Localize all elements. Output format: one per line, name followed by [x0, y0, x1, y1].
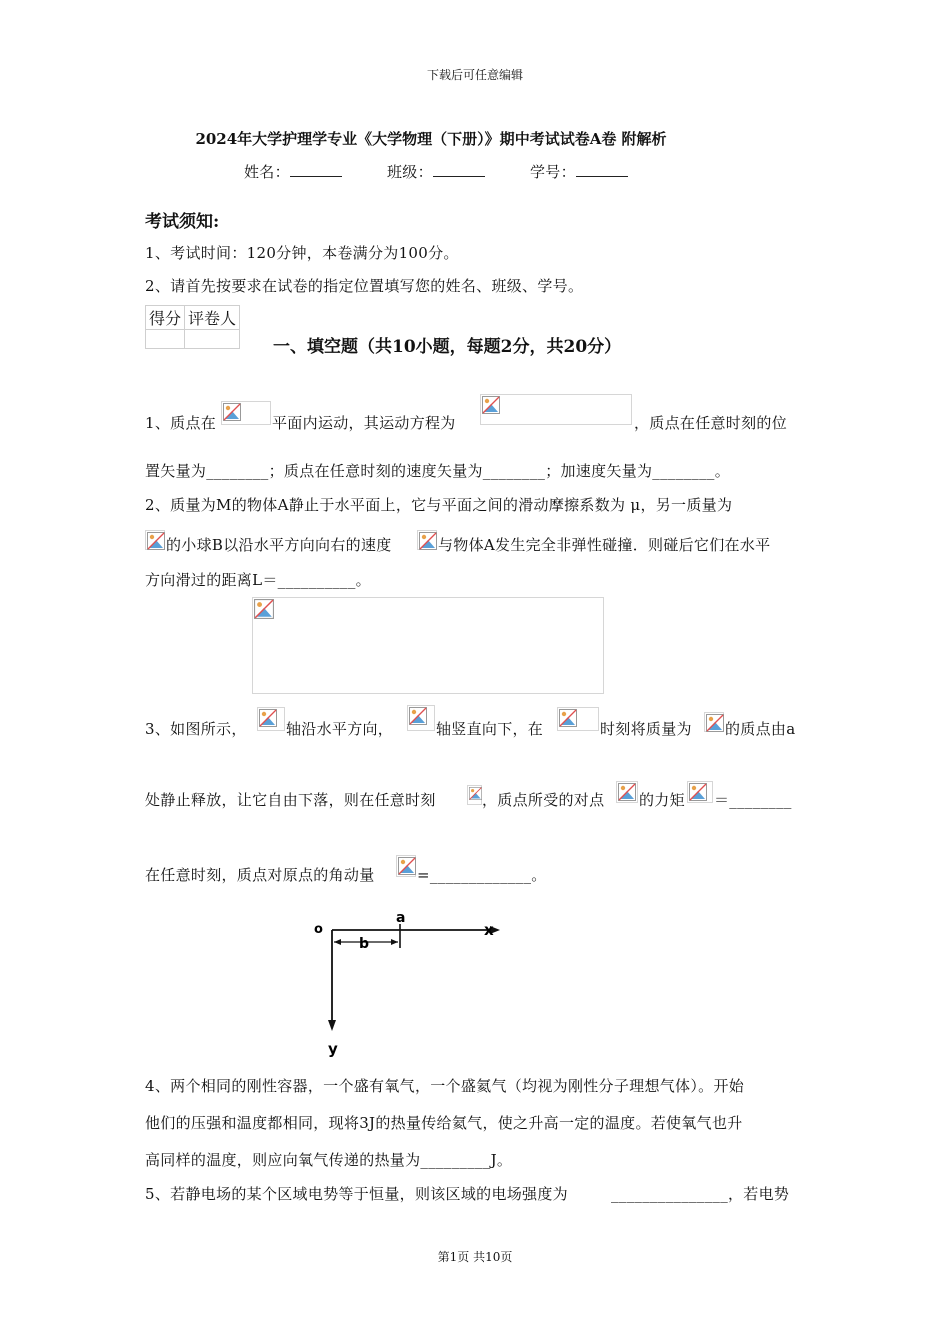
q1-part3: ，质点在任意时刻的位 — [634, 414, 788, 432]
q2-formula-image-1 — [145, 530, 165, 550]
q2-line1: 2、质量为M的物体A静止于水平面上，它与平面之间的滑动摩擦系数为 μ，另一质量为 — [145, 496, 733, 514]
score-table — [145, 305, 240, 349]
broken-image-icon — [559, 709, 577, 727]
class-blank — [433, 162, 485, 177]
q3-part4: 时刻将质量为 — [600, 720, 692, 738]
q4-line2: 他们的压强和温度都相同，现将3J的热量传给氦气，使之升高一定的温度。若使氧气也升 — [145, 1114, 743, 1132]
q1-formula-image-2 — [480, 394, 632, 425]
q5-line1-part1: 5、若静电场的某个区域电势等于恒量，则该区域的电场强度为 — [145, 1185, 568, 1203]
q3-line3-part1: 在任意时刻，质点对原点的角动量 — [145, 866, 375, 884]
q3-line2-part4: ＝________ — [714, 791, 792, 809]
q3-formula-image-t — [557, 707, 599, 731]
q3-line3-part2: =_____________。 — [417, 866, 547, 884]
broken-image-icon — [706, 714, 724, 732]
q3-formula-image-t2 — [467, 785, 482, 805]
q3-formula-image-L — [396, 855, 416, 877]
header-note: 下载后可任意编辑 — [426, 68, 523, 82]
notice-item-2: 2、请首先按要求在试卷的指定位置填写您的姓名、班级、学号。 — [145, 277, 584, 295]
broken-image-icon — [469, 787, 482, 800]
q1-part2: 平面内运动，其运动方程为 — [272, 414, 456, 432]
q3-part3: 轴竖直向下，在 — [436, 720, 544, 738]
q2-line2-part2: 与物体A发生完全非弹性碰撞．则碰后它们在水平 — [438, 536, 771, 554]
class-label: 班级： — [387, 163, 433, 181]
q3-coordinate-figure — [300, 900, 515, 1065]
q1-part1: 1、质点在 — [145, 414, 217, 432]
q3-line2-part1: 处静止释放，让它自由下落，则在任意时刻 — [145, 791, 436, 809]
x-axis-label: x — [484, 921, 494, 939]
distance-b-arrow-left — [334, 939, 341, 945]
q5-line1-part2: _______________，若电势 — [611, 1185, 790, 1203]
distance-b-label: b — [359, 936, 370, 952]
page-title: 2024年大学护理学专业《大学物理（下册）》期中考试试卷A卷 附解析 — [195, 130, 667, 148]
broken-image-icon — [689, 783, 707, 801]
q1-formula-image-1 — [221, 401, 271, 425]
q3-formula-image-x — [257, 707, 285, 731]
q3-formula-image-o — [616, 781, 638, 803]
broken-image-icon — [482, 396, 500, 414]
broken-image-icon — [259, 709, 277, 727]
q2-figure-image — [252, 597, 604, 694]
y-axis-arrowhead — [328, 1020, 336, 1031]
q3-line2-part2: ，质点所受的对点 — [482, 791, 605, 809]
q3-part1: 3、如图所示， — [145, 720, 247, 738]
id-field — [530, 161, 628, 182]
q2-line3: 方向滑过的距离L＝__________。 — [145, 571, 371, 589]
notice-item-1: 1、考试时间：120分钟，本卷满分为100分。 — [145, 244, 459, 262]
broken-image-icon — [398, 857, 416, 875]
point-a-label: a — [396, 910, 406, 926]
broken-image-icon — [419, 532, 437, 550]
q3-part2: 轴沿水平方向， — [286, 720, 394, 738]
notice-heading: 考试须知: — [145, 212, 220, 232]
q3-formula-image-M — [687, 781, 713, 803]
q4-line1: 4、两个相同的刚性容器，一个盛有氧气，一个盛氦气（均视为刚性分子理想气体）。开始 — [145, 1077, 745, 1095]
id-blank — [576, 162, 628, 177]
q2-formula-image-2 — [417, 530, 437, 550]
q1-line2: 置矢量为________；质点在任意时刻的速度矢量为________；加速度矢量为________。 — [145, 462, 731, 480]
broken-image-icon — [618, 783, 636, 801]
origin-label: o — [314, 922, 323, 937]
distance-b-arrow-right — [391, 939, 398, 945]
grader-cell — [185, 330, 240, 349]
q4-line3: 高同样的温度，则应向氧气传递的热量为_________J。 — [145, 1151, 513, 1169]
section-1-title: 一、填空题（共10小题，每题2分，共20分） — [273, 337, 622, 357]
q3-formula-image-m — [704, 712, 724, 732]
name-blank — [290, 162, 342, 177]
score-cell — [146, 330, 185, 349]
class-field — [387, 161, 485, 182]
q3-part5: 的质点由a — [725, 720, 796, 738]
q3-line2-part3: 的力矩 — [639, 791, 685, 809]
id-label: 学号： — [530, 163, 576, 181]
grader-header: 评卷人 — [185, 306, 240, 330]
name-label: 姓名： — [244, 163, 290, 181]
page-footer: 第1页 共10页 — [437, 1250, 513, 1264]
q2-line2-part1: 的小球B以沿水平方向向右的速度 — [166, 536, 392, 554]
broken-image-icon — [147, 532, 165, 550]
q3-formula-image-y — [407, 705, 435, 731]
score-header: 得分 — [146, 306, 185, 330]
name-field — [244, 161, 342, 182]
broken-image-icon — [409, 707, 427, 725]
y-axis-label: y — [328, 1040, 338, 1058]
broken-image-icon — [254, 599, 274, 619]
broken-image-icon — [223, 403, 241, 421]
